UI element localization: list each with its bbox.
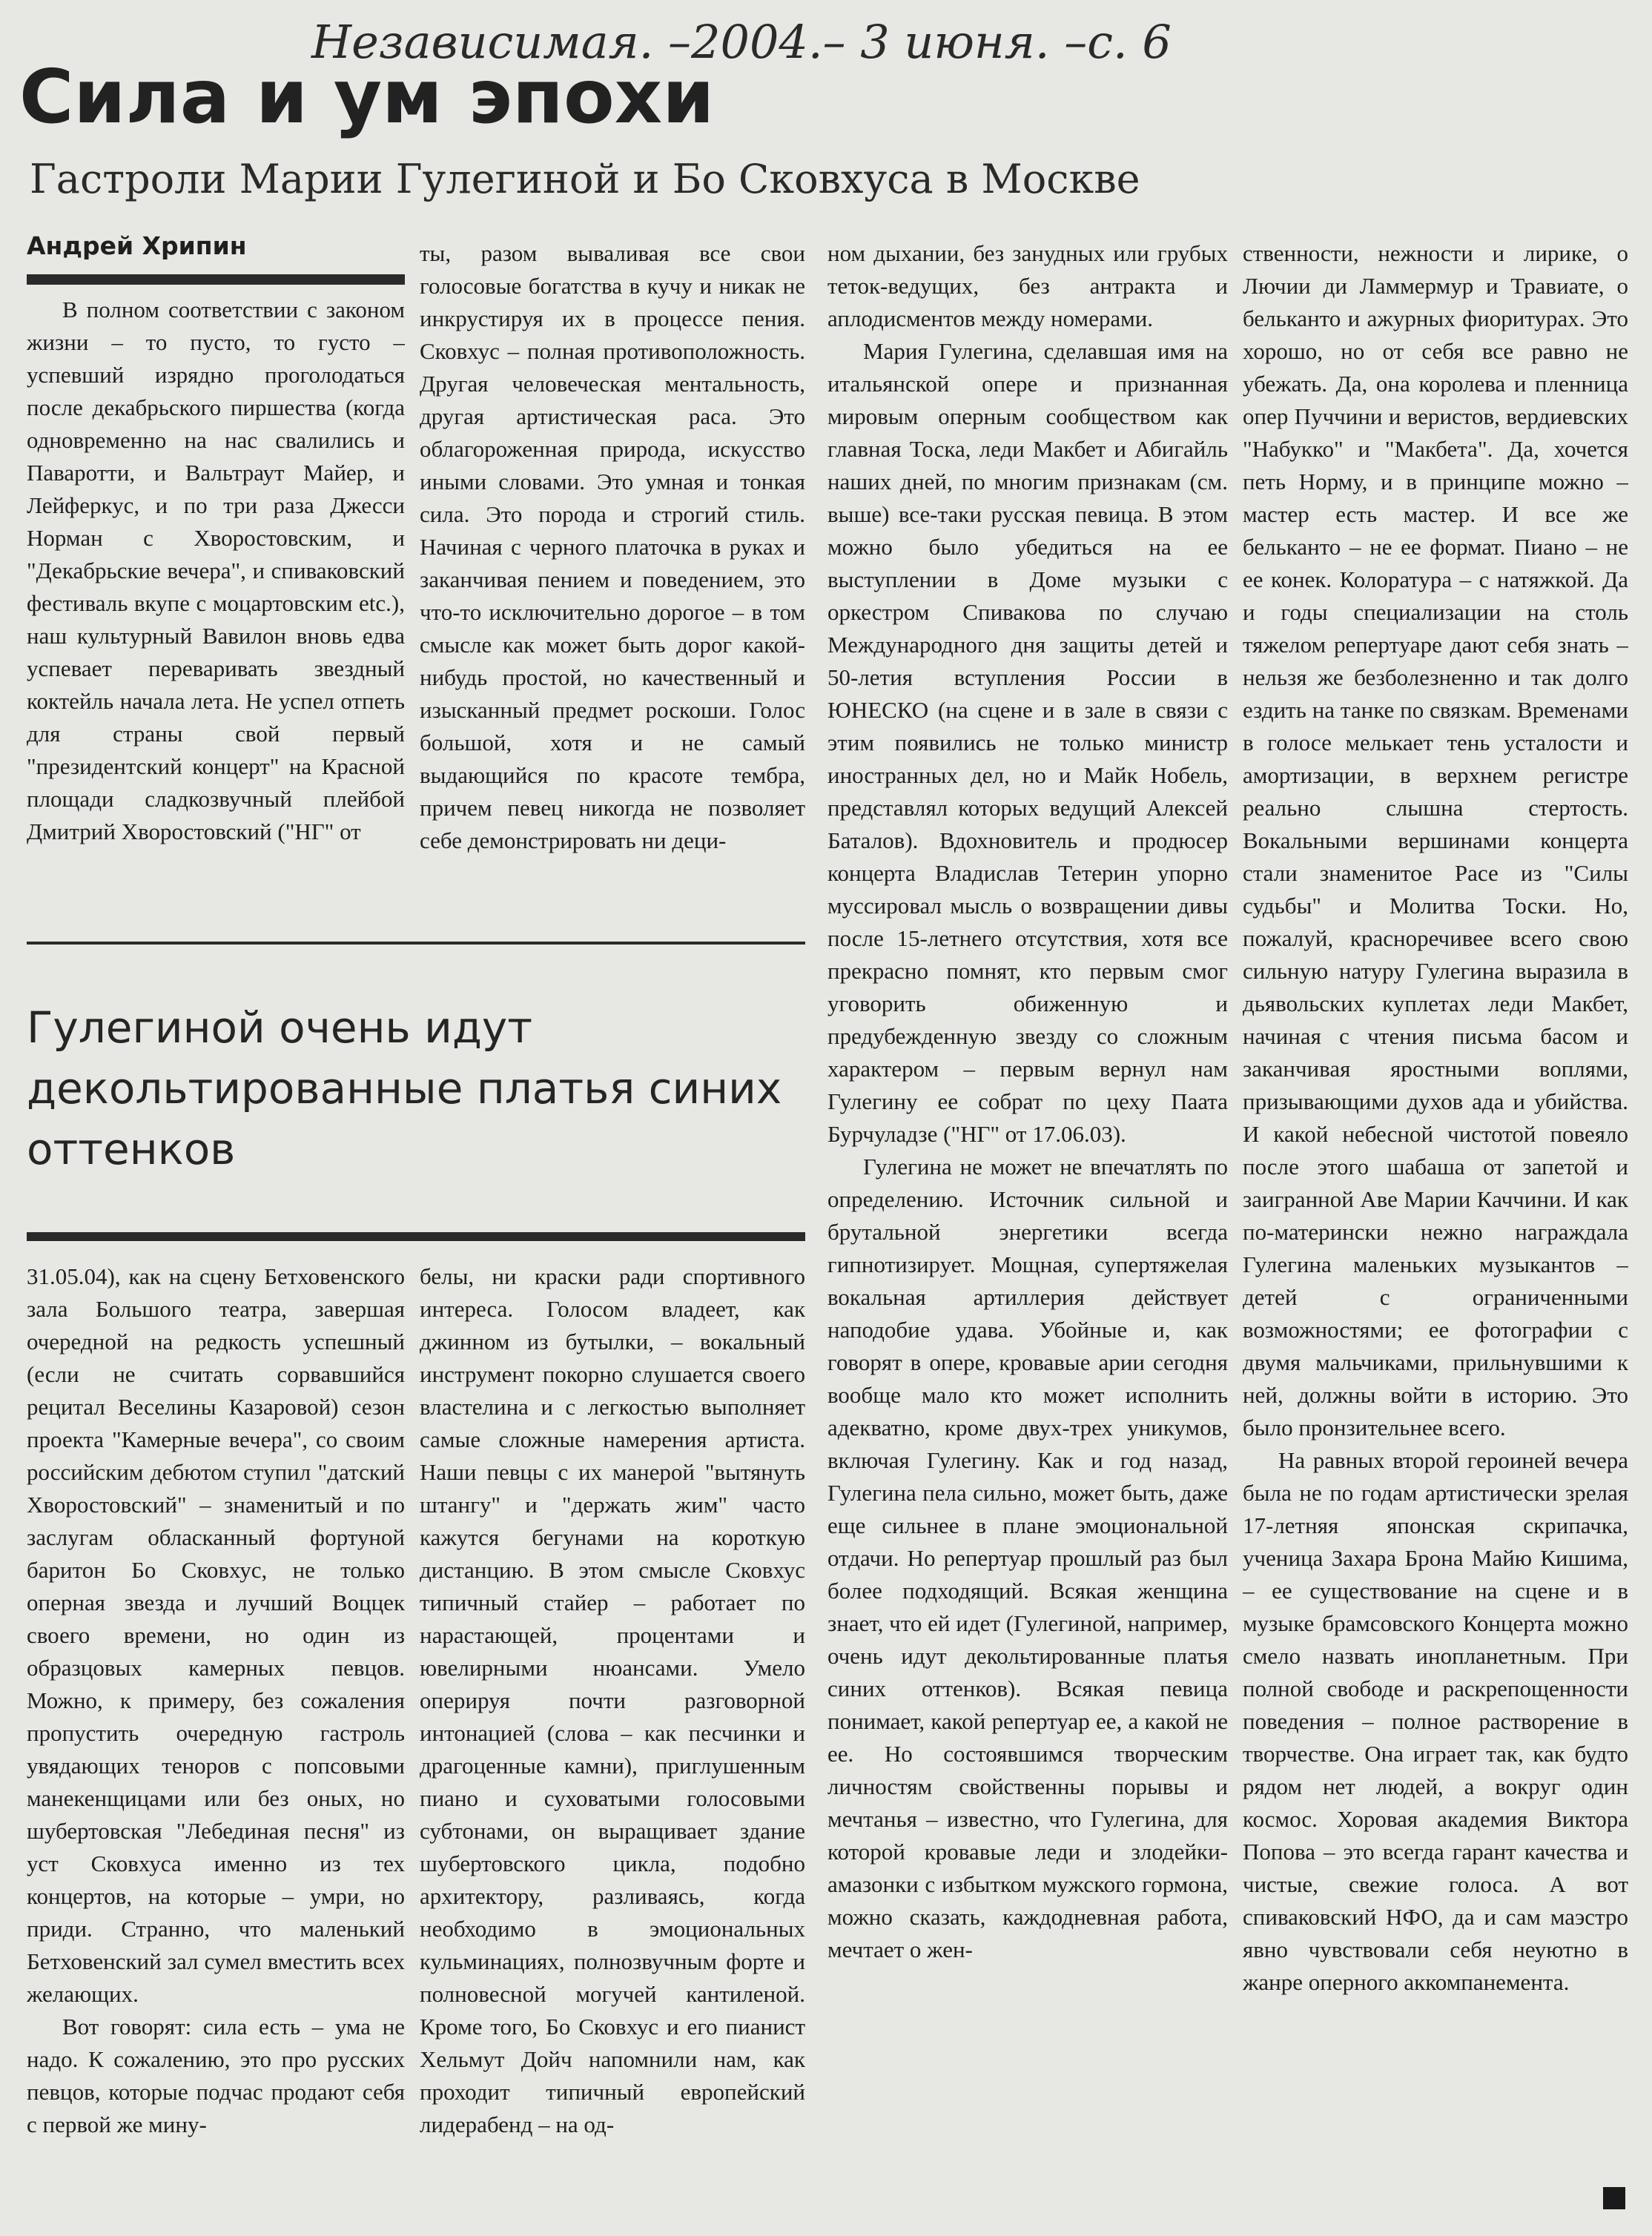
pull-quote-bottom-rule xyxy=(27,1232,805,1241)
paragraph: Гулегина не может не впечатлять по определению. Источник сильной и брутальной энергетики всегда гипнотизирует. Мощная, супертяжелая вокальная артиллерия действует наподобие удава. Убойные и, как говорят в опере, кровавые арии сегодня вообще мало кто может исполнить адекватно, кроме двух-трех уникумов, включая Гулегину. Как и год назад, Гулегина пела сильно, может быть, даже еще сильнее в плане эмоциональной отдачи. Но репертуар прошлый раз был более подходящий. Всякая женщина знает, что ей идет (Гулегиной, например, очень идут декольтированные платья синих оттенков). Всякая певица понимает, какой репертуар ее, а какой не ее. Но состоявшимся творческим личностям свойственны порывы и мечтанья – известно, что Гулегина, для которой кровавые леди и злодейки-амазонки с избытком мужского гормона, можно сказать, каждодневная работа, мечтает о жен- xyxy=(827,1154,1228,1962)
byline-rule xyxy=(27,274,405,285)
paragraph: белы, ни краски ради спортивного интереса. Голосом владеет, как джинном из бутылки, – вокальный инструмент покорно слушается своего властелина и с легкостью выполняет самые сложные намерения артиста. Наши певцы с их манерой "вытянуть штангу" и "держать жим" часто кажутся бегунами на короткую дистанцию. В этом смысле Сковхус типичный стайер – работает по нарастающей, процентами и ювелирными нюансами. Умело оперируя почти разговорной интонацией (слова – как песчинки и драгоценные камни), приглушенным пиано и суховатыми голосовыми субтонами, он выращивает здание шубертовского цикла, подобно архитектору, разливаясь, когда необходимо в эмоциональных кульминациях, полнозвучным форте и полновесной могучей кантиленой. Кроме того, Бо Сковхус и его пианист Хельмут Дойч напомнили нам, как проходит типичный европейский лидерабенд – на од- xyxy=(420,1263,805,2137)
column-4 xyxy=(1243,237,1628,2224)
paragraph: ном дыхании, без занудных или грубых теток-ведущих, без антракта и аплодисментов между номерами. xyxy=(827,240,1228,331)
headline: Сила и ум эпохи xyxy=(19,53,715,140)
end-of-article-mark xyxy=(1603,2187,1625,2209)
paragraph: 31.05.04), как на сцену Бетховенского зала Большого театра, завершая очередной на редкость успешный (если не считать сорвавшийся рецитал Веселины Казаровой) сезон проекта "Камерные вечера", со своим российским дебютом ступил "датский Хворостовский" – знаменитый и по заслугам обласканный фортуной баритон Бо Сковхус, не только оперная звезда и лучший Воццек своего времени, но один из образцовых камерных певцов. Можно, к примеру, без сожаления пропустить очередную гастроль увядающих теноров с попсовыми манекенщицами или без оных, но шубертовская "Лебединая песня" из уст Сковхуса именно из тех концертов, на которые – умри, но приди. Странно, что маленький Бетховенский зал сумел вместить всех желающих. xyxy=(27,1263,405,2007)
pull-quote: Гулегиной очень идут декольтированные платья синих оттенков xyxy=(27,1002,782,1174)
paragraph: ты, разом вываливая все свои голосовые богатства в кучу и никак не инкрустируя их в процессе пения. Сковхус – полная противоположность. Другая человеческая ментальность, другая артистическая раса. Это облагороженная природа, искусство иными словами. Это умная и тонкая сила. Это порода и строгий стиль. Начиная с черного платочка в руках и заканчивая пением и поведением, это что-то исключительно дорогое – в том смысле как может быть дорог какой-нибудь простой, но качественный и изысканный предмет роскоши. Голос большой, хотя и не самый выдающийся по красоте тембра, причем певец никогда не позволяет себе демонстрировать ни деци- xyxy=(420,240,805,853)
paragraph: Мария Гулегина, сделавшая имя на итальянской опере и признанная мировым оперным сообществом как главная Тоска, леди Макбет и Абигайль наших дней, по многим признакам (см. выше) все-таки русская певица. В этом можно было убедиться на ее выступлении в Доме музыки с оркестром Спивакова по случаю Международного дня защиты детей и 50-летия вступления России в ЮНЕСКО (на сцене и в зале в связи с этим появились не только министр иностранных дел, но и Майк Нобель, представлял которых ведущий Алексей Баталов). Вдохновитель и продюсер концерта Владислав Тетерин упорно муссировал мысль о возвращении дивы после 15-летнего отсутствия, хотя все прекрасно помнят, кто первым смог уговорить обиженную и предубежденную звезду со сложным характером – первым вернул нам Гулегину ее собрат по цеху Паата Бурчуладзе ("НГ" от 17.06.03). xyxy=(827,338,1228,1147)
column-2-bottom xyxy=(420,1260,805,2224)
column-1-bottom xyxy=(27,1260,405,2224)
subheadline: Гастроли Марии Гулегиной и Бо Сковхуса в Москве xyxy=(30,156,1140,202)
paragraph: Вот говорят: сила есть – ума не надо. К сожалению, это про русских певцов, которые подчас продают себя с первой же мину- xyxy=(27,2014,405,2137)
column-2-top xyxy=(420,237,805,916)
byline: Андрей Хрипин xyxy=(27,231,247,260)
handwritten-source-note: Независимая. –2004.– 3 июня. –с. 6 xyxy=(311,15,1172,69)
column-1-top xyxy=(27,294,405,916)
paragraph: В полном соответствии с законом жизни – то пусто, то густо – успевший изрядно проголодаться после декабрьского пиршества (когда одновременно на нас свалились и Паваротти, и Вальтраут Майер, и Лейферкус, и по три раза Джесси Норман с Хворостовским, и "Декабрьские вечера", и спиваковский фестиваль вкупе с моцартовским etc.), наш культурный Вавилон вновь едва успевает переваривать звездный коктейль начала лета. Не успел отпеть для страны свой первый "президентский концерт" на Красной площади сладкозвучный плейбой Дмитрий Хворостовский ("НГ" от xyxy=(27,297,405,844)
column-3 xyxy=(827,237,1228,2224)
paragraph: ственности, нежности и лирике, о Лючии ди Ламмермур и Травиате, о бельканто и ажурных фиоритурах. Это хорошо, но от себя все равно не убежать. Да, она королева и пленница опер Пуччини и веристов, вердиевских "Набукко" и "Макбета". Да, хочется петь Норму, и в принципе можно – мастер есть мастер. И все же бельканто – не ее формат. Пиано – не ее конек. Колоратура – с натяжкой. Да и годы специализации на столь тяжелом репертуаре дают себя знать – нельзя же безболезненно и так долго ездить на танке по связкам. Временами в голосе мелькает тень усталости и амортизации, в верхнем регистре реально слышна стертость. Вокальными вершинами концерта стали знаменитое Расе из "Силы судьбы" и Молитва Тоски. Но, пожалуй, красноречивее всего свою сильную натуру Гулегина выразила в дьявольских куплетах леди Макбет, начиная с чтения письма басом и заканчивая яростными воплями, призывающими духов ада и убийства. И какой небесной чистотой повеяло после этого шабаша от запетой и заигранной Аве Марии Каччини. И как по-матерински нежно награждала Гулегина маленьких музыкантов – детей с ограниченными возможностями; ее фотографии с двумя мальчиками, прильнувшими к ней, должны войти в историю. Это было пронзительнее всего. xyxy=(1243,240,1628,1440)
pull-quote-top-rule xyxy=(27,942,805,945)
paragraph: На равных второй героиней вечера была не по годам артистически зрелая 17-летняя японская скрипачка, ученица Захара Брона Майю Кишима, – ее существование на сцене и в музыке брамсовского Концерта можно смело назвать инопланетным. При полной свободе и раскрепощенности поведения – полное растворение в творчестве. Она играет так, как будто рядом нет людей, а вокруг один космос. Хоровая академия Виктора Попова – это всегда гарант качества и чистые, свежие голоса. А вот спиваковский НФО, да и сам маэстро явно чувствовали себя неуютно в жанре оперного аккомпанемента. xyxy=(1243,1447,1628,1995)
